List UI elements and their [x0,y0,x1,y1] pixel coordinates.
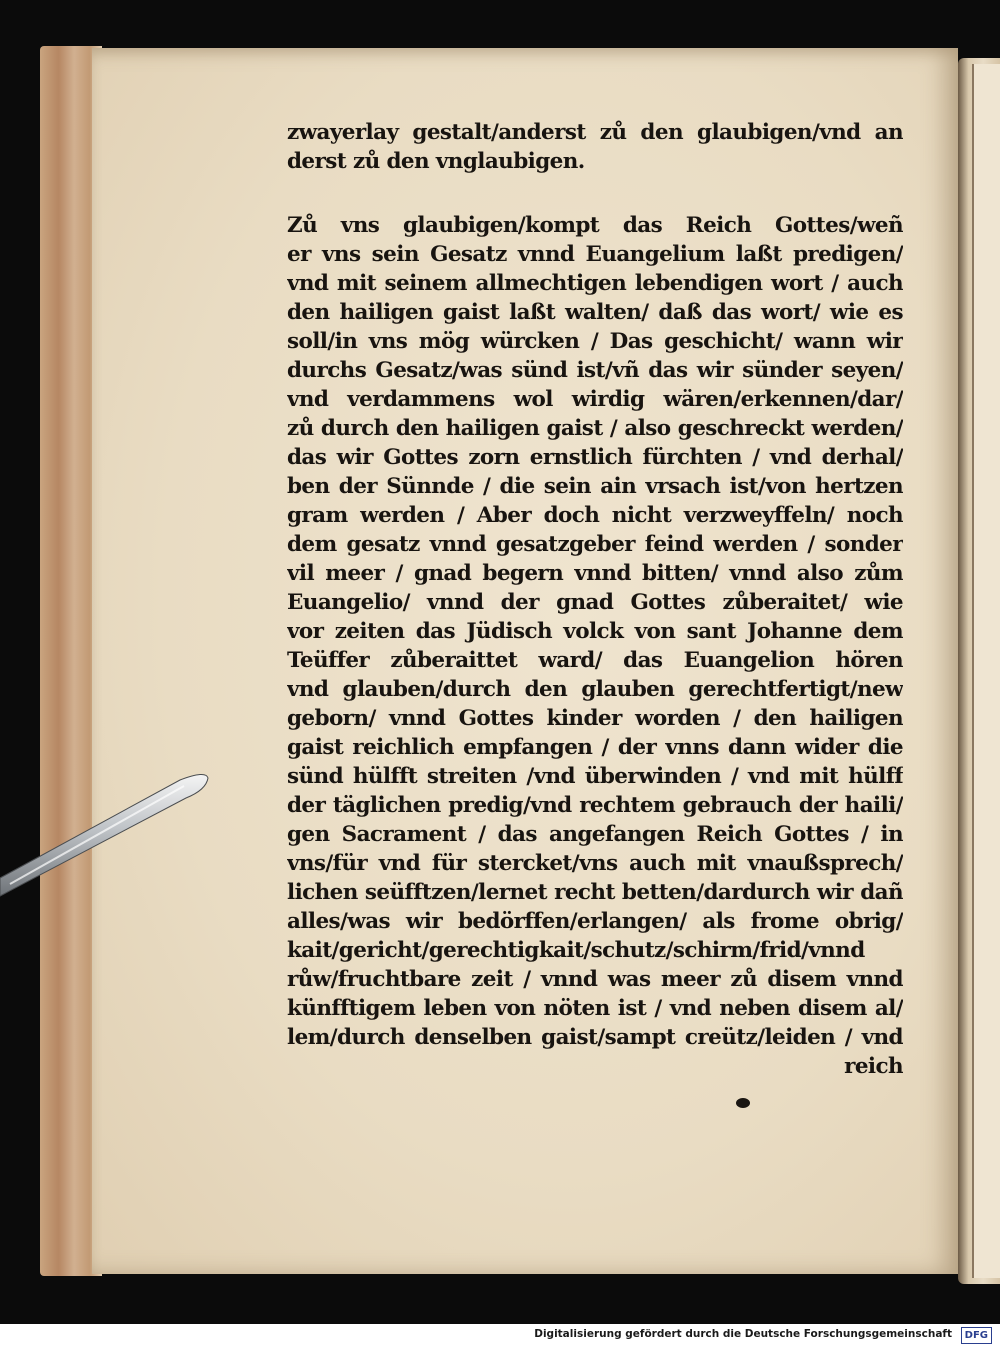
text-line: Teüffer zůberaittet ward/ das Euangelion hören [287,648,903,673]
footer-bar [0,1324,1000,1346]
text-line: zwayerlay gestalt/anderst zů den glaubigen/vnd an [287,120,903,145]
text-line: durchs Gesatz/was sünd ist/vñ das wir sünder seyen/ [287,358,903,383]
text-line: vns/für vnd für stercket/vns auch mit vnaußsprech/ [287,851,903,876]
text-line: růw/fruchtbare zeit / vnnd was meer zů disem vnnd [287,967,903,992]
text-line: er vns sein Gesatz vnnd Euangelium laßt predigen/ [287,242,903,267]
footer-credit: Digitalisierung gefördert durch die Deutsche Forschungsgemeinschaft [534,1328,952,1340]
spatula-tool [0,760,220,900]
text-line: kait/gericht/gerechtigkait/schutz/schirm/frid/vnnd [287,938,865,963]
text-line: gram werden / Aber doch nicht verzweyffeln/ noch [287,503,903,528]
text-line: vnd glauben/durch den glauben gerechtfertigt/new [287,677,903,702]
text-line: gaist reichlich empfangen / der vnns dann wider die [287,735,903,760]
text-line: gen Sacrament / das angefangen Reich Gottes / in [287,822,903,847]
text-line: dem gesatz vnnd gesatzgeber feind werden / sonder [287,532,903,557]
text-line: das wir Gottes zorn ernstlich fürchten / vnd derhal/ [287,445,903,470]
text-line: alles/was wir bedörffen/erlangen/ als frome obrig/ [287,909,903,934]
text-line: Euangelio/ vnnd der gnad Gottes zůberaitet/ wie [287,590,903,615]
text-line: vnd mit seinem allmechtigen lebendigen wort / auch [287,271,903,296]
text-line: künfftigem leben von nöten ist / vnd neben disem al/ [287,996,903,1021]
text-line: den hailigen gaist laßt walten/ daß das wort/ wie es [287,300,903,325]
text-line [287,176,903,205]
text-block [287,118,903,1108]
text-line: der täglichen predig/vnd rechtem gebrauch der haili/ [287,793,903,818]
text-line: Zů vns glaubigen/kompt das Reich Gottes/weñ [287,213,903,238]
dfg-logo: DFG [961,1327,992,1344]
text-line: derst zů den vnglaubigen. [287,149,585,174]
text-line: geborn/ vnnd Gottes kinder worden / den hailigen [287,706,903,731]
text-line: vil meer / gnad begern vnnd bitten/ vnnd also zům [287,561,903,586]
text-line: vnd verdammens wol wirdig wären/erkennen/dar/ [287,387,903,412]
text-line: lichen seüfftzen/lernet recht betten/dardurch wir dañ [287,880,903,905]
ink-blot [736,1098,750,1108]
text-line: lem/durch denselben gaist/sampt creütz/leiden / vnd [287,1025,903,1050]
text-line: ben der Sünnde / die sein ain vrsach ist/von hertzen [287,474,903,499]
next-page-leaf [972,64,1000,1278]
text-line: vor zeiten das Jüdisch volck von sant Johanne dem [287,619,903,644]
text-line: zů durch den hailigen gaist / also geschreckt werden/ [287,416,903,441]
catchword: reich [844,1054,903,1079]
text-line: soll/in vns mög würcken / Das geschicht/ wann wir [287,329,903,354]
text-line: sünd hülfft streiten /vnd überwinden / vnd mit hülff [287,764,903,789]
